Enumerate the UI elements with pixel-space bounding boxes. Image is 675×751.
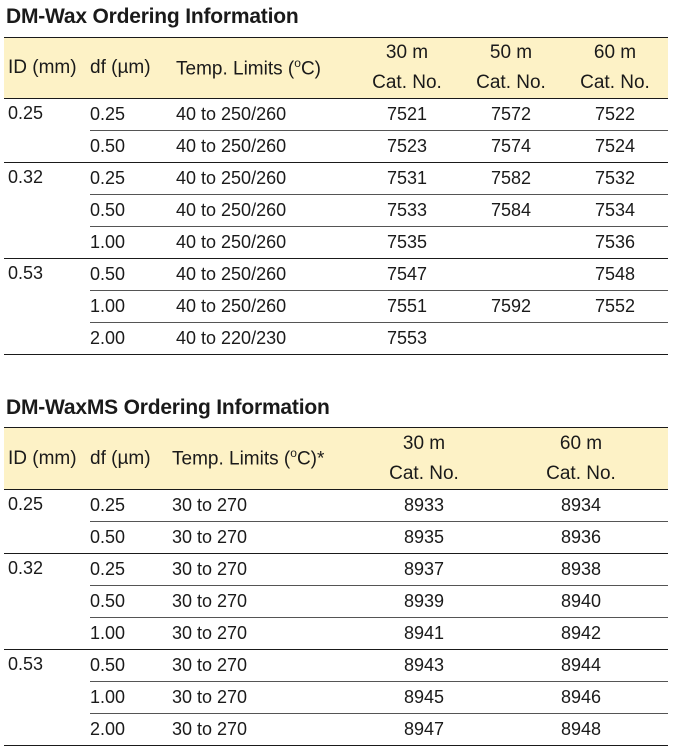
wax-cat-50m-cell: 7572: [460, 99, 562, 131]
wax-header-30m: 30 m Cat. No.: [372, 42, 442, 93]
wax-cat-60m-cell: 7536: [562, 227, 668, 259]
wax-cat-50m-cell: 7574: [460, 131, 562, 163]
wax-df-cell: 0.25: [90, 99, 176, 131]
waxms-cat-30m-cell: 8939: [354, 586, 494, 618]
waxms-table-row: [4, 522, 668, 554]
wax-temp-cell: 40 to 220/230: [176, 323, 354, 355]
wax-id-cell: 0.53: [4, 259, 90, 355]
waxms-temp-cell: 30 to 270: [172, 714, 354, 746]
wax-df-cell: 1.00: [90, 291, 176, 323]
wax-cat-60m-cell: 7552: [562, 291, 668, 323]
waxms-temp-cell: 30 to 270: [172, 522, 354, 554]
waxms-df-cell: 0.50: [90, 650, 172, 682]
waxms-header-df: df (µm): [90, 447, 151, 469]
waxms-temp-cell: 30 to 270: [172, 554, 354, 586]
wax-df-cell: 0.50: [90, 195, 176, 227]
wax-temp-cell: 40 to 250/260: [176, 291, 354, 323]
wax-table-row: [4, 195, 668, 227]
wax-table-row: [4, 227, 668, 259]
waxms-table-row: [4, 618, 668, 650]
waxms-cat-30m-cell: 8943: [354, 650, 494, 682]
wax-df-cell: 0.50: [90, 131, 176, 163]
waxms-table-row: [4, 650, 668, 682]
wax-temp-cell: 40 to 250/260: [176, 195, 354, 227]
waxms-table-row: [4, 586, 668, 618]
waxms-df-cell: 0.25: [90, 554, 172, 586]
wax-header-50m: 50 m Cat. No.: [476, 42, 546, 93]
wax-cat-30m-cell: 7551: [354, 291, 460, 323]
wax-table-body: [4, 99, 668, 355]
waxms-table-row: [4, 554, 668, 586]
wax-temp-cell: 40 to 250/260: [176, 259, 354, 291]
wax-temp-cell: 40 to 250/260: [176, 227, 354, 259]
wax-header-id: ID (mm): [8, 57, 77, 78]
waxms-cat-30m-cell: 8945: [354, 682, 494, 714]
wax-temp-cell: 40 to 250/260: [176, 99, 354, 131]
waxms-df-cell: 0.50: [90, 522, 172, 554]
wax-table-row: [4, 291, 668, 323]
waxms-table-row: [4, 682, 668, 714]
wax-id-cell: 0.32: [4, 163, 90, 259]
wax-table-row: [4, 323, 668, 355]
wax-cat-30m-cell: 7535: [354, 227, 460, 259]
wax-cat-60m-cell: 7532: [562, 163, 668, 195]
wax-header-temp: Temp. Limits ($^o$C): [176, 55, 321, 80]
waxms-cat-60m-cell: 8936: [494, 522, 668, 554]
wax-table-row: [4, 259, 668, 291]
waxms-id-cell: 0.53: [4, 650, 90, 746]
waxms-cat-60m-cell: 8938: [494, 554, 668, 586]
waxms-id-cell: 0.25: [4, 490, 90, 554]
wax-cat-50m-cell: 7592: [460, 291, 562, 323]
wax-df-cell: 2.00: [90, 323, 176, 355]
wax-cat-30m-cell: 7521: [354, 99, 460, 131]
waxms-temp-cell: 30 to 270: [172, 682, 354, 714]
waxms-header-row: [4, 428, 668, 490]
waxms-df-cell: 0.25: [90, 490, 172, 522]
wax-cat-50m-cell: [460, 227, 562, 259]
wax-df-cell: 1.00: [90, 227, 176, 259]
waxms-table-body: [4, 490, 668, 746]
waxms-cat-60m-cell: 8942: [494, 618, 668, 650]
waxms-cat-60m-cell: 8948: [494, 714, 668, 746]
waxms-cat-60m-cell: 8934: [494, 490, 668, 522]
wax-cat-60m-cell: 7524: [562, 131, 668, 163]
wax-table: [4, 37, 668, 355]
waxms-section: [4, 395, 668, 746]
waxms-title: DM-WaxMS Ordering Information: [6, 396, 330, 419]
waxms-cat-30m-cell: 8947: [354, 714, 494, 746]
waxms-df-cell: 1.00: [90, 682, 172, 714]
waxms-header-id: ID (mm): [8, 447, 77, 469]
wax-header-df: df (µm): [90, 57, 151, 78]
waxms-temp-cell: 30 to 270: [172, 650, 354, 682]
waxms-header-60m: 60 m Cat. No.: [546, 432, 616, 484]
wax-cat-30m-cell: 7533: [354, 195, 460, 227]
waxms-temp-cell: 30 to 270: [172, 586, 354, 618]
waxms-df-cell: 1.00: [90, 618, 172, 650]
wax-table-row: [4, 163, 668, 195]
waxms-id-cell: 0.32: [4, 554, 90, 650]
waxms-temp-cell: 30 to 270: [172, 490, 354, 522]
waxms-cat-30m-cell: 8935: [354, 522, 494, 554]
wax-cat-60m-cell: 7548: [562, 259, 668, 291]
wax-table-row: [4, 131, 668, 163]
wax-section: [4, 4, 668, 355]
waxms-table: [4, 427, 668, 746]
waxms-temp-cell: 30 to 270: [172, 618, 354, 650]
waxms-df-cell: 2.00: [90, 714, 172, 746]
wax-cat-60m-cell: 7534: [562, 195, 668, 227]
wax-title: DM-Wax Ordering Information: [6, 5, 299, 28]
waxms-cat-30m-cell: 8937: [354, 554, 494, 586]
waxms-header-30m: 30 m Cat. No.: [389, 432, 459, 484]
waxms-header-temp: Temp. Limits ($^o$C)*: [172, 446, 325, 470]
wax-cat-30m-cell: 7531: [354, 163, 460, 195]
waxms-df-cell: 0.50: [90, 586, 172, 618]
wax-header-row: [4, 38, 668, 99]
wax-cat-50m-cell: 7584: [460, 195, 562, 227]
wax-df-cell: 0.50: [90, 259, 176, 291]
wax-df-cell: 0.25: [90, 163, 176, 195]
waxms-cat-60m-cell: 8946: [494, 682, 668, 714]
wax-cat-50m-cell: [460, 259, 562, 291]
wax-temp-cell: 40 to 250/260: [176, 131, 354, 163]
wax-id-cell: 0.25: [4, 99, 90, 163]
waxms-cat-30m-cell: 8933: [354, 490, 494, 522]
waxms-cat-60m-cell: 8940: [494, 586, 668, 618]
wax-cat-30m-cell: 7523: [354, 131, 460, 163]
waxms-table-row: [4, 490, 668, 522]
wax-cat-60m-cell: [562, 323, 668, 355]
wax-header-60m: 60 m Cat. No.: [580, 42, 650, 93]
wax-cat-50m-cell: 7582: [460, 163, 562, 195]
wax-cat-30m-cell: 7547: [354, 259, 460, 291]
wax-temp-cell: 40 to 250/260: [176, 163, 354, 195]
wax-cat-50m-cell: [460, 323, 562, 355]
wax-cat-30m-cell: 7553: [354, 323, 460, 355]
waxms-cat-30m-cell: 8941: [354, 618, 494, 650]
wax-table-row: [4, 99, 668, 131]
waxms-table-row: [4, 714, 668, 746]
wax-cat-60m-cell: 7522: [562, 99, 668, 131]
waxms-cat-60m-cell: 8944: [494, 650, 668, 682]
